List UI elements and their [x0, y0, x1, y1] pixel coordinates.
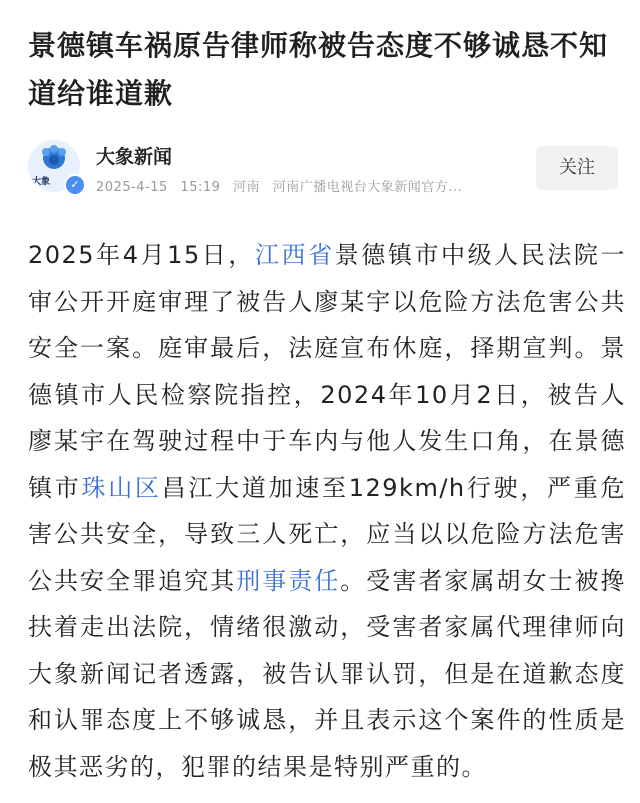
link-criminal-liability[interactable]: 刑事责任	[236, 566, 341, 595]
article-body	[28, 232, 626, 790]
post-region: 河南	[233, 180, 261, 195]
avatar-logo-text: 大象	[32, 177, 51, 187]
author-name[interactable]: 大象新闻	[96, 146, 173, 168]
post-meta	[96, 176, 470, 195]
author-row	[28, 138, 618, 202]
article-text: 。受害者家属胡女士被搀扶着走出法院，情绪很激动，受害者家属代理律师向大象新闻记者透露，被告认罪认罚，但是在道歉态度和认罪态度上不够诚恳，并且表示这个案件的性质是极其恶劣的，犯罪的结果是特别严重的。	[28, 566, 627, 781]
article-text: 2025年4月15日，	[28, 241, 255, 269]
verified-badge	[64, 174, 86, 196]
post-time: 15:19	[180, 180, 221, 195]
check-icon: ✓	[70, 178, 80, 191]
article-headline: 景德镇车祸原告律师称被告态度不够诚恳不知道给谁道歉	[28, 29, 609, 110]
article-text: 景德镇市中级人民法院一审公开开庭审理了被告人廖某宇以危险方法危害公共安全一案。庭审最后，法庭宣布休庭，择期宣判。景德镇市人民检察院指控，2024年10月2日，被告人廖某宇在驾驶过程中于车内与他人发生口角，在景德镇市	[28, 241, 627, 502]
follow-button[interactable]: 关注	[536, 146, 618, 190]
link-zhushan[interactable]: 珠山区	[81, 473, 162, 502]
article-text: 昌江大道加速至129km/h行驶，严重危害公共安全，导致三人死亡，应当以以危险方法危害公共安全罪追究其	[28, 473, 627, 595]
author-description: 河南广播电视台大象新闻官方...	[272, 180, 463, 195]
link-jiangxi[interactable]: 江西省	[254, 241, 335, 269]
post-date: 2025-4-15	[96, 180, 168, 195]
